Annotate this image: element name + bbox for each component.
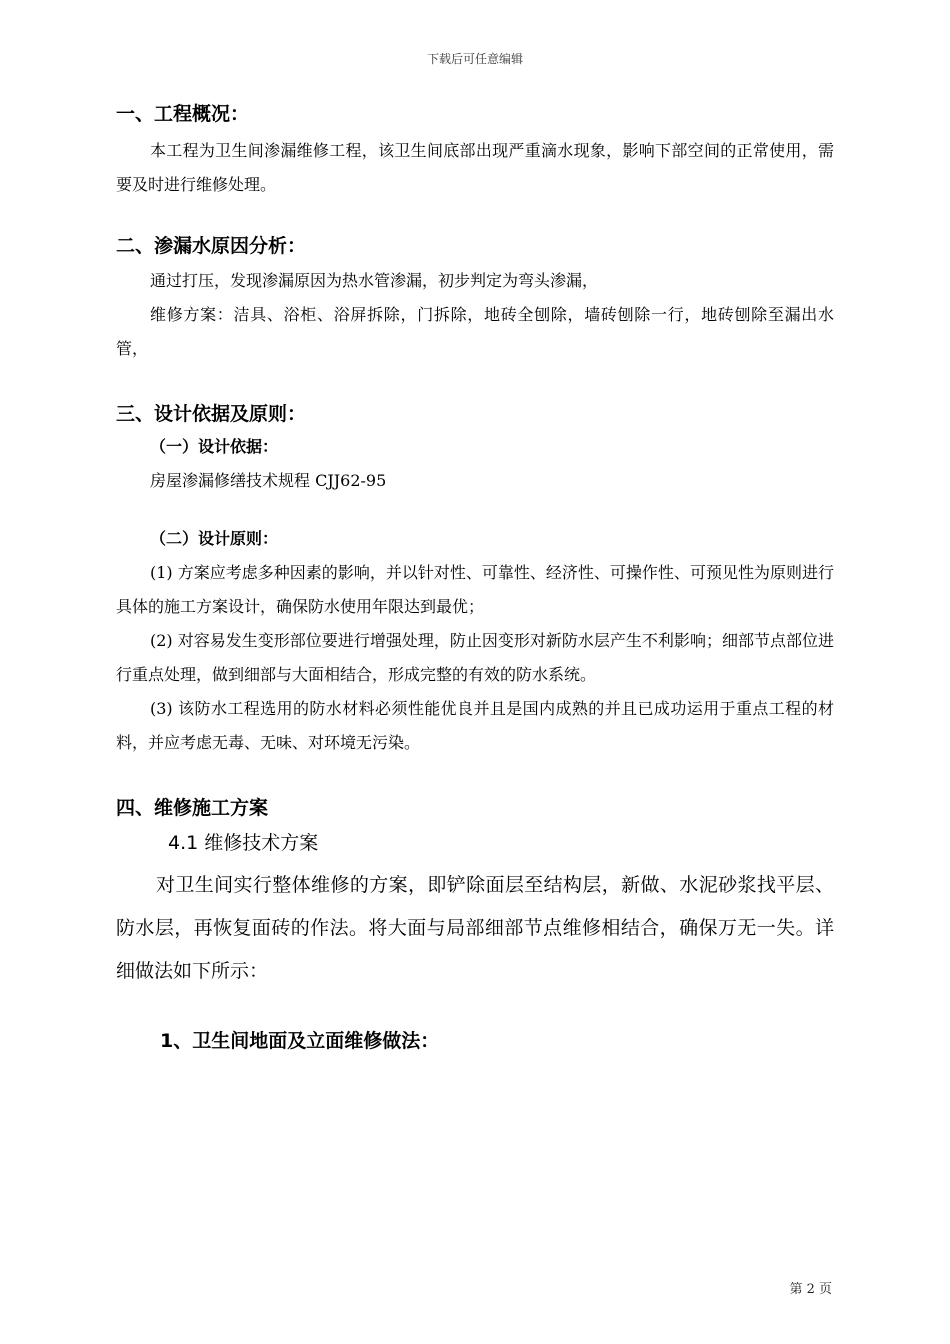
section-construction-plan bbox=[116, 794, 834, 1055]
overview-paragraph: 本工程为卫生间渗漏维修工程，该卫生间底部出现严重滴水现象，影响下部空间的正常使用，需要及时进行维修处理。 bbox=[116, 141, 834, 194]
section-overview bbox=[116, 100, 834, 202]
header-note: 下载后可任意编辑 bbox=[426, 52, 523, 66]
page-number: 第 2 页 bbox=[789, 1282, 832, 1297]
principle-item-2: (2) 对容易发生变形部位要进行增强处理，防止因变形对新防水层产生不利影响；细部节点部位进行重点处理，做到细部与大面相结合，形成完整的有效的防水系统。 bbox=[116, 631, 834, 684]
section-design-basis bbox=[116, 400, 834, 760]
document-body bbox=[116, 100, 834, 1055]
section-title-construction-plan: 四、维修施工方案 bbox=[116, 797, 269, 819]
basis-standard-text: 房屋渗漏修缮技术规程 CJJ62-95 bbox=[150, 471, 387, 490]
cause-paragraph: 通过打压，发现渗漏原因为热水管渗漏，初步判定为弯头渗漏， bbox=[150, 271, 599, 290]
principle-item-3: (3) 该防水工程选用的防水材料必须性能优良并且是国内成熟的并且已成功运用于重点工程的材料，并应考虑无毒、无味、对环境无污染。 bbox=[116, 699, 834, 752]
item-title-floor-wall-repair: 1、卫生间地面及立面维修做法： bbox=[160, 1030, 440, 1052]
technical-plan-paragraph: 对卫生间实行整体维修的方案，即铲除面层至结构层，新做、水泥砂浆找平层、防水层，再恢复面砖的作法。将大面与局部细部节点维修相结合，确保万无一失。详细做法如下所示： bbox=[116, 874, 834, 982]
section-title-overview: 一、工程概况： bbox=[116, 103, 250, 125]
section-title-design-basis: 三、设计依据及原则： bbox=[116, 403, 307, 425]
principle-item-1: (1) 方案应考虑多种因素的影响，并以针对性、可靠性、经济性、可操作性、可预见性为原则进行具体的施工方案设计，确保防水使用年限达到最优； bbox=[116, 563, 834, 616]
subsection-title-principles: （二）设计原则： bbox=[150, 529, 279, 548]
subsection-title-technical-plan: 4.1 维修技术方案 bbox=[168, 832, 319, 854]
section-title-cause-analysis: 二、渗漏水原因分析： bbox=[116, 235, 307, 257]
repair-plan-paragraph: 维修方案：洁具、浴柜、浴屏拆除，门拆除，地砖全刨除，墙砖刨除一行，地砖刨除至漏出水管， bbox=[116, 305, 834, 358]
subsection-title-basis: （一）设计依据： bbox=[150, 437, 279, 456]
section-cause-analysis bbox=[116, 232, 834, 366]
